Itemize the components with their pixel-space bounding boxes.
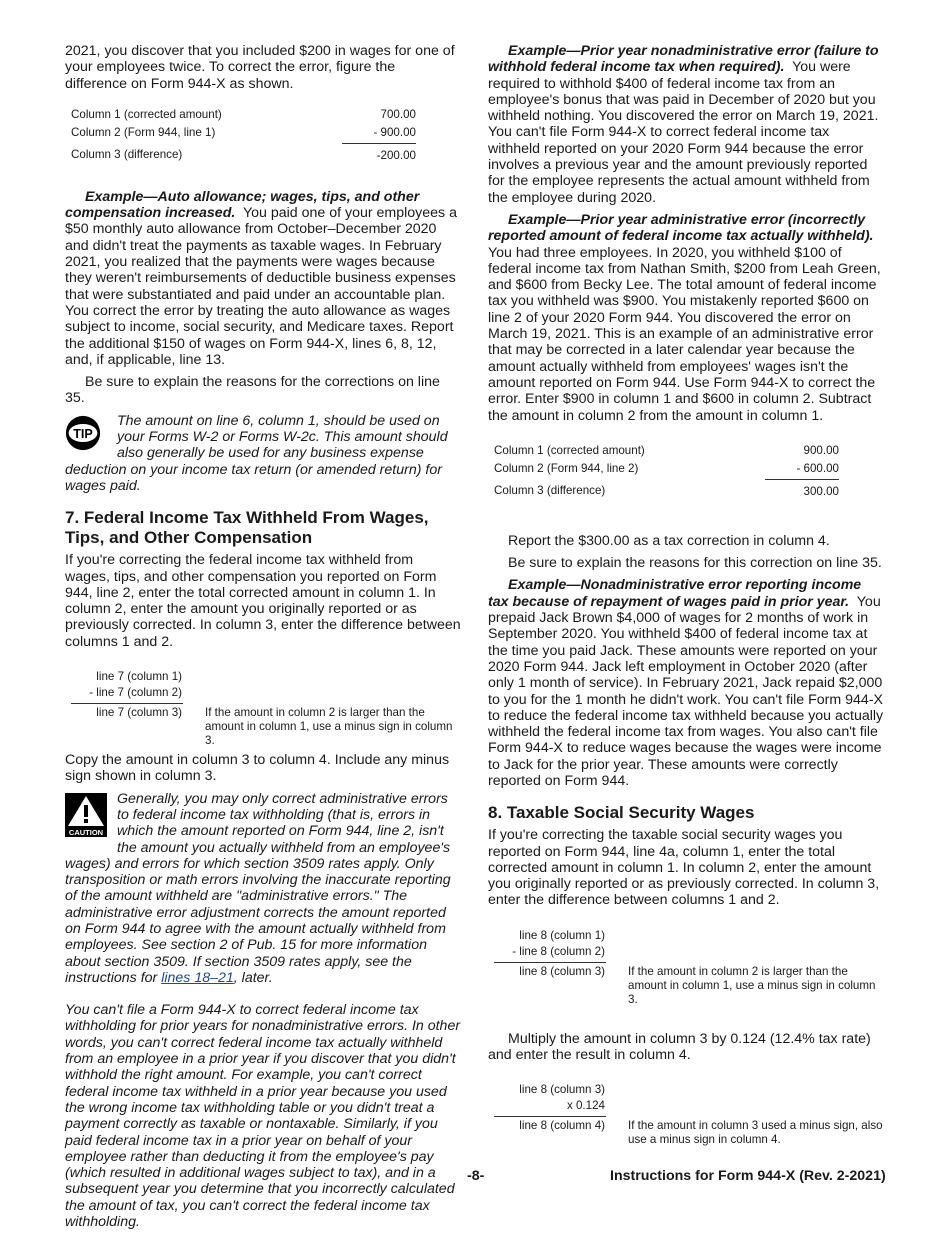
example-title: Example—Auto allowance; wages, tips, and other compensation increased. xyxy=(65,188,420,222)
table-label: Column 2 (Form 944, line 1) xyxy=(71,125,216,139)
caution-icon-graphic xyxy=(65,793,107,837)
left-column xyxy=(65,43,461,1236)
example-title: Example—Prior year nonadministrative error (failure to withhold federal income tax when required). xyxy=(488,43,879,76)
copy-column-3: Copy the amount in column 3 to column 4. Include any minus sign shown in column 3. xyxy=(65,752,450,785)
worksheet-row: - line 7 (column 2) xyxy=(89,686,182,700)
example-title: Example—Nonadministrative error reporting income tax because of repayment of wages paid in prior year. xyxy=(488,577,862,610)
page-number: -8- xyxy=(467,1168,485,1184)
worksheet-rule xyxy=(494,962,606,963)
line-7-worksheet xyxy=(65,666,461,748)
prior-year-nonadmin-example xyxy=(488,43,884,206)
worksheet-row: line 8 (column 1) xyxy=(519,928,605,942)
worksheet-row: line 8 (column 4) xyxy=(519,1119,605,1133)
table-row xyxy=(71,122,416,144)
line-8-worksheet-a xyxy=(488,925,884,1006)
table-value: - 900.00 xyxy=(342,122,416,144)
example-body: You had three employees. In 2020, you withheld $100 of federal income tax from Nathan Smith, $200 from Leah Green, and $600 from Becky Lee. The total amount of federal income tax you withheld was $900. You mistakenly reported $600 on line 2 of your 2020 Form 944. You discovered the error on March 19, 2021. This is an example of an administrative error that may be corrected in a later calendar year because the amount actually withheld from employees' wages isn't the amount reported on Form 944. Use Form 944-X to correct the error. Enter $900 in column 1 and $600 in column 2. Subtract the amount in column 2 from the amount in column 1. xyxy=(488,244,881,424)
worksheet-note: If the amount in column 2 is larger than the amount in column 1, use a minus sign in column 3. xyxy=(628,964,876,1006)
example-body: You prepaid Jack Brown $4,000 of wages for 2 months of work in September 2020. You withheld $400 of federal income tax at the time you paid Jack. These amounts were reported on your 2020 Form 944. Jack left employment in October 2020 (after only 1 month of service). In February 2021, Jack repaid $2,000 to you for the 1 month he didn't work. You can't file Form 944-X to reduce the federal income tax withheld because you actually withheld the federal income tax from wages. You also can't file Form 944-X to reduce wages because the wages were income to Jack for the prior year. These amounts were correctly reported on Form 944. xyxy=(488,593,884,789)
right-column xyxy=(488,43,884,1151)
table-label: Column 3 (difference) xyxy=(494,484,606,498)
table-row xyxy=(494,440,839,458)
line-8-worksheet-b xyxy=(488,1079,884,1151)
explain-line-35-right: Be sure to explain the reasons for this correction on line 35. xyxy=(508,555,882,572)
table-label: Column 1 (corrected amount) xyxy=(494,443,645,457)
section-7-body: If you're correcting the federal income tax withheld from wages, tips, and other compensation you reported on Form 944, line 2, enter the total corrected amount in column 1. In column 2, enter the amount you originally reported or as previously corrected. In column 3, enter the difference between columns 1 and 2. xyxy=(65,552,461,650)
intro-paragraph: 2021, you discover that you included $200 in wages for one of your employees twice. To correct the error, figure the difference on Form 944-X as shown. xyxy=(65,43,455,92)
worksheet-row: line 7 (column 3) xyxy=(96,706,182,720)
table-label: Column 3 (difference) xyxy=(71,148,183,162)
tip-icon-graphic xyxy=(65,415,101,451)
table-value: 900.00 xyxy=(803,443,839,457)
report-300: Report the $300.00 as a tax correction in column 4. xyxy=(508,532,830,549)
multiply-instruction: Multiply the amount in column 3 by 0.124 (12.4% tax rate) and enter the result in column 4. xyxy=(488,1030,871,1064)
table-row xyxy=(71,143,416,163)
caution-text-part: Generally, you may only correct administrative errors to federal income tax withholding (that is, errors in which the amount reported on Form 944, line 2, isn't the amount you actually withheld from an employee's wages) and errors for which section 3509 rates apply. Only transposition or math errors involving the inaccurate reporting of the amount withheld are "administrative errors." The administrative error adjustment corrects the amount reported on Form 944 to agree with the amount actually withheld from employees. See section 2 of Pub. 15 for more information about section 3509. If section 3509 rates apply, see the instructions for xyxy=(65,790,451,986)
caution-icon-text: CAUTION xyxy=(68,827,104,837)
tip-icon xyxy=(65,415,113,455)
caution-box xyxy=(65,791,461,987)
worksheet-row: x 0.124 xyxy=(566,1099,605,1113)
auto-allowance-example xyxy=(65,189,461,368)
tip-icon-text: TIP xyxy=(73,426,93,441)
table-value: -200.00 xyxy=(376,148,416,162)
table-value: 700.00 xyxy=(380,107,416,121)
worksheet-rule xyxy=(71,703,183,704)
explain-line-35: Be sure to explain the reasons for the corrections on line 35. xyxy=(65,374,440,407)
caution-text xyxy=(65,791,461,987)
table-label: Column 2 (Form 944, line 2) xyxy=(494,461,639,475)
worksheet-row: line 8 (column 3) xyxy=(519,1083,605,1097)
tip-box xyxy=(65,413,461,494)
nonadministrative-errors-paragraph: You can't file a Form 944-X to correct federal income tax withholding for prior years for nonadministrative errors. In other words, you can't correct federal income tax actually withheld from an employee in a prior year if you discover that you didn't withhold the right amount. For example, you can't correct federal income tax withheld in a prior year because you used the wrong income tax withholding table or you didn't treat a payment correctly as taxable or nontaxable. Similarly, if you paid federal income tax in a prior year on behalf of your employee rather than deducting it from the employee's pay (which resulted in additional wages subject to tax), and in a subsequent year you determine that you incorrectly calculated the amount of tax, you can't correct the federal income tax withholding. xyxy=(65,1002,461,1231)
example-body: You were required to withhold $400 of federal income tax from an employee's bonus that was paid in December of 2020 but you withheld nothing. You discovered the error on March 19, 2021. You can't file Form 944-X to correct federal income tax withheld reported on your 2020 Form 944 because the error involves a previous year and the amount previously reported for the employee represents the actual amount withheld from the employee during 2020. xyxy=(488,59,879,206)
lines-18-21-link[interactable]: lines 18–21 xyxy=(161,969,234,986)
section-8-heading: 8. Taxable Social Security Wages xyxy=(488,803,755,823)
table-value: 300.00 xyxy=(803,484,839,498)
table-row xyxy=(494,458,839,480)
worksheet-row: line 7 (column 1) xyxy=(96,670,182,684)
tip-text: The amount on line 6, column 1, should be used on your Forms W-2 or Forms W-2c. This amount should also generally be used for any business expense deduction on your income tax return (or amended return) for wages paid. xyxy=(65,412,448,494)
repayment-example xyxy=(488,577,884,789)
worksheet-row: line 8 (column 3) xyxy=(519,964,605,978)
table-row xyxy=(494,479,839,499)
section-8-body: If you're correcting the taxable social security wages you reported on Form 944, line 4a, column 1, enter the total corrected amount in column 1. In column 2, enter the amount you originally reported or as previously corrected. In column 3, enter the difference between columns 1 and 2. xyxy=(488,827,880,909)
table-row xyxy=(71,104,416,122)
prior-year-admin-example xyxy=(488,212,884,424)
table-value: - 600.00 xyxy=(765,458,839,480)
caution-text-part: , later. xyxy=(233,969,273,986)
caution-icon xyxy=(65,793,113,841)
example-body: You paid one of your employees a $50 monthly auto allowance from October–December 2020 and didn't treat the payments as taxable wages. In February 2021, you realized that the payments were wages because they weren't reimbursements of deductible business expenses that were substantiated and paid under an accountable plan. You correct the error by treating the auto allowance as wages subject to income, social security, and Medicare taxes. Report the additional $150 of wages on Form 944-X, lines 6, 8, 12, and, if applicable, line 13. xyxy=(65,205,457,368)
worksheet-row: - line 8 (column 2) xyxy=(512,944,605,958)
difference-table-2 xyxy=(494,440,839,499)
difference-table-1 xyxy=(71,104,416,163)
table-label: Column 1 (corrected amount) xyxy=(71,107,222,121)
footer-title: Instructions for Form 944-X (Rev. 2-2021) xyxy=(610,1168,886,1184)
example-title: Example—Prior year administrative error (incorrectly reported amount of federal income tax actually withheld). xyxy=(488,211,874,245)
worksheet-note: If the amount in column 3 used a minus sign, also use a minus sign in column 4. xyxy=(628,1119,883,1147)
worksheet-rule xyxy=(494,1116,606,1117)
worksheet-note: If the amount in column 2 is larger than the amount in column 1, use a minus sign in column 3. xyxy=(205,706,453,748)
section-7-heading: 7. Federal Income Tax Withheld From Wages, Tips, and Other Compensation xyxy=(65,508,429,548)
